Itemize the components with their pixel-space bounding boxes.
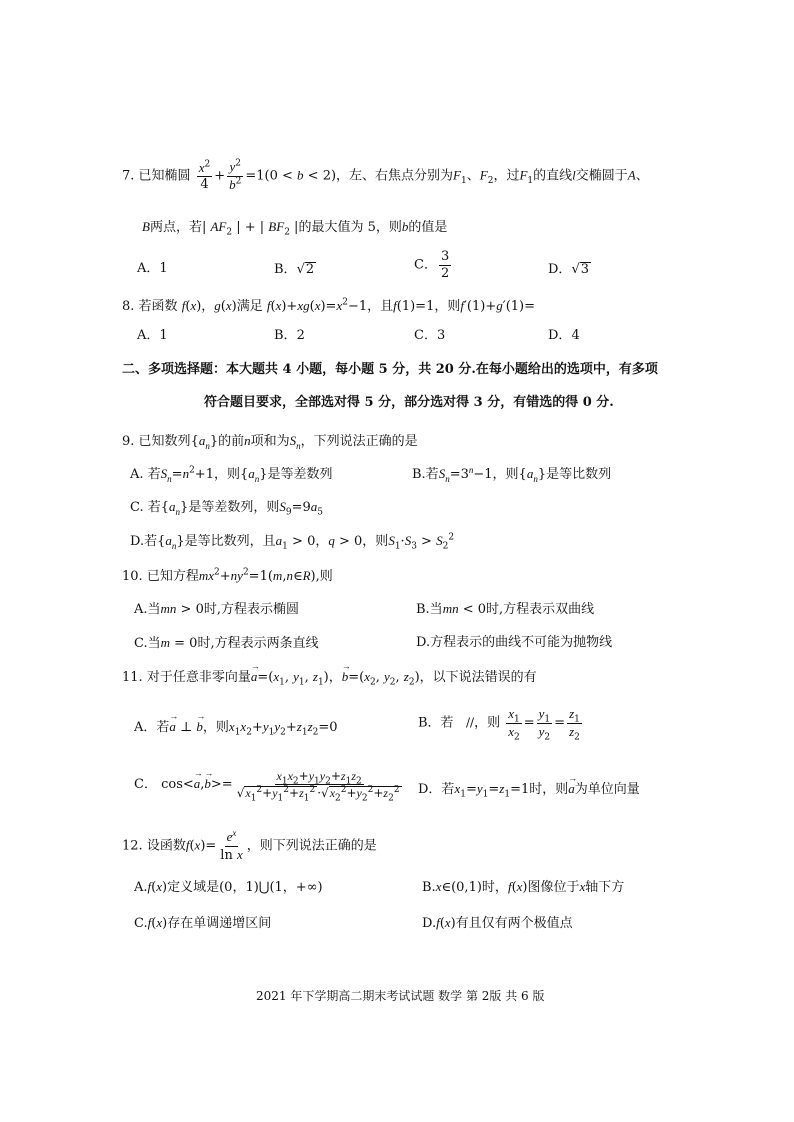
q7-option-c: C． $\frac{3}{2}$ [414, 249, 450, 281]
q7-stem-b: ，左、右焦点分别为 [336, 168, 454, 184]
q10-option-b: B.当mn < 0时,方程表示双曲线 [416, 601, 595, 617]
q7-fraction-y: $\frac{y^2}{b^2}$ [229, 158, 242, 192]
section2-line1: 二、多项选择题：本大题共 4 小题，每小题 5 分，共 20 分.在每小题给出的选项中，有多项 [122, 362, 658, 377]
q10-stem: 10. 已知方程$mx^2+ny^2=1(m,n\in R)$,则 [122, 567, 333, 584]
q7-line2-a: 两点，若 [149, 220, 202, 235]
q8-number: 8. [122, 299, 135, 314]
q7-option-d: D．√3 [548, 262, 590, 277]
q7-line2-c: 的值是 [408, 220, 448, 235]
q8-stem: 8. 若函数 f(x)，g(x)满足 $f(x)+xg(x)=x^2-1$，且f(1)=1，则f′(1)+g′(1)= [122, 297, 536, 314]
q7-stem-e: 交椭圆于 [575, 168, 628, 184]
q9-option-c: C. 若$\{a_n\}$是等差数列，则$S_9=9a_5$ [130, 499, 323, 518]
q12-stem: 12. 设函数f(x)= $\frac{e^x}{\text{ln x}}$ ，则下列说法正确的是 [122, 827, 377, 863]
q7-line2: B两点，若| $AF_2$ | + | $BF_2$ |的最大值为 5，则b的值是 [142, 219, 448, 238]
page-footer: 2021 年下学期高二期末考试试题 数学 第 2版 共 6 版 [256, 989, 545, 1003]
q9-option-d: D.若$\{a_n\}$是等比数列，且$a_1 > 0$，q > 0，则$S_1\cdot S_3 > S_2^2$ [130, 532, 455, 552]
q10-option-a: A.当mn > 0时,方程表示椭圆 [134, 601, 299, 617]
q8-option-a: A．1 [137, 328, 168, 343]
q7-stem-a: 已知椭圆 [138, 168, 191, 184]
q12-option-b: B.x∈(0,1)时，f(x)图像位于x轴下方 [422, 879, 625, 895]
q10-option-c: C.当m = 0时,方程表示两条直线 [134, 635, 319, 651]
q7-option-b: B．√2 [274, 262, 315, 277]
q11-option-b: B．若 //，则 $\frac{x_1}{x_2}$ = $\frac{y_1}{y_2}$ = $\frac{z_1}{z_2}$ [418, 706, 580, 743]
q7-number: 7. [122, 168, 135, 184]
q7-fraction-x: $\frac{x^2}{4}$ [198, 159, 211, 193]
q11-option-c: C． cos<→ a,→ b>= $\frac{x_1x_2+y_1y_2+z_1z_2}{√x_1^2+y_1^2+z_1^2 \cdot√x_2^2+y_2^2+z_2^2}$ [134, 770, 406, 799]
section2-line2: 符合题目要求，全部选对得 5 分，部分选对得 3 分，有错选的得 0 分. [204, 395, 614, 410]
q7-option-a: A．1 [137, 261, 168, 276]
q12-option-c: C.f(x)存在单调递增区间 [134, 915, 272, 931]
q10-option-d: D.方程表示的曲线不可能为抛物线 [416, 635, 613, 650]
q7-line1: 7. 已知椭圆 $\frac{x^2}{4}$ + $\frac{y^2}{b^2}$ =1(0 < b < 2)，左、右焦点分别为$F_1$、$F_2$，过$F_1$的直线l交椭圆于A、 [122, 158, 649, 193]
q9-stem: 9. 已知数列$\{a_n\}$的前n项和为$S_n$，下列说法正确的是 [122, 433, 418, 451]
q12-option-a: A.f(x)定义域是(0，1)⋃(1，+∞) [134, 879, 323, 895]
q12-option-d: D.f(x)有且仅有两个极值点 [422, 915, 573, 931]
q8-option-c: C．3 [414, 328, 446, 343]
q11-stem: 11. 对于任意非零向量→ $a=(x_1$, $y_1$, $z_1$)，→ $b=(x_2$, $y_2$, $z_2$)，以下说法错误的有 [122, 670, 537, 684]
q8-option-b: B．2 [274, 328, 305, 343]
q7-stem-d: 的直线 [533, 168, 573, 184]
q7-line2-b: 的最大值为 5，则 [298, 220, 402, 235]
q7-stem-c: ，过 [493, 168, 520, 184]
q9-option-a: A. 若$S_n=n^2+1$，则$\{a_n\}$是等差数列 [130, 465, 333, 484]
q11-option-a: A．若→ a ⊥ → b，则$x_1x_2+y_1y_2+z_1z_2=0$ [134, 720, 338, 734]
q9-option-b: B.若$S_n=3^n-1$，则$\{a_n\}$是等比数列 [412, 464, 612, 484]
q8-option-d: D．4 [548, 328, 580, 343]
q11-option-d: D．若$x_1=y_1=z_1=1$时，则→ a为单位向量 [418, 782, 640, 796]
